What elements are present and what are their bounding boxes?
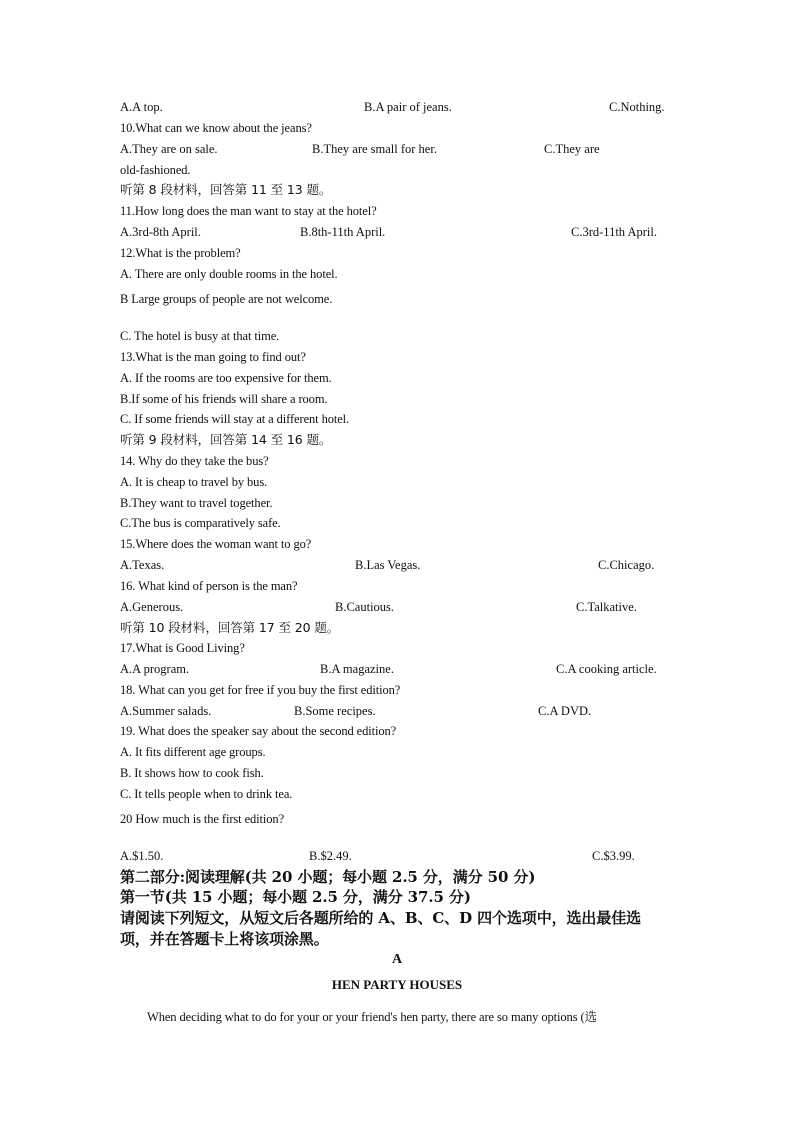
q19-option-a: A. It fits different age groups. xyxy=(120,745,266,759)
option-b: B.They are small for her. xyxy=(312,142,437,156)
option-a: A.Summer salads. xyxy=(120,704,212,718)
passage-title: HEN PARTY HOUSES xyxy=(331,977,463,992)
option-b: B.A magazine. xyxy=(320,662,394,676)
part-two-heading: 第二部分:阅读理解(共 20 小题；每小题 2.5 分，满分 50 分) xyxy=(120,868,536,886)
option-b: B.$2.49. xyxy=(309,849,352,863)
option-b: B.Some recipes. xyxy=(294,704,376,718)
option-c: C.$3.99. xyxy=(592,849,635,863)
option-b: B.A pair of jeans. xyxy=(364,100,452,114)
question-20: 20 How much is the first edition? xyxy=(120,812,285,826)
option-b: B.Las Vegas. xyxy=(355,558,421,572)
q12-option-a: A. There are only double rooms in the hotel. xyxy=(120,267,338,281)
section-header-8: 听第 8 段材料，回答第 11 至 13 题。 xyxy=(120,182,332,197)
q10-option-c-wrap: old-fashioned. xyxy=(120,163,191,177)
section-header-10: 听第 10 段材料，回答第 17 至 20 题。 xyxy=(120,620,340,635)
question-18: 18. What can you get for free if you buy the first edition? xyxy=(120,683,401,697)
option-a: A.Generous. xyxy=(120,600,184,614)
option-a: A.They are on sale. xyxy=(120,142,218,156)
option-a: A.$1.50. xyxy=(120,849,164,863)
section-header-9: 听第 9 段材料，回答第 14 至 16 题。 xyxy=(120,432,332,447)
option-b: B.8th-11th April. xyxy=(300,225,386,239)
option-a: A.A top. xyxy=(120,100,163,114)
q13-option-c: C. If some friends will stay at a different hotel. xyxy=(120,412,350,426)
q14-option-a: A. It is cheap to travel by bus. xyxy=(120,475,268,489)
option-c: C.Nothing. xyxy=(609,100,665,114)
option-a: A.3rd-8th April. xyxy=(120,225,201,239)
question-14: 14. Why do they take the bus? xyxy=(120,454,269,468)
question-15: 15.Where does the woman want to go? xyxy=(120,537,312,551)
q12-option-b: B Large groups of people are not welcome. xyxy=(120,292,333,306)
option-b: B.Cautious. xyxy=(335,600,395,614)
section-one-heading: 第一节(共 15 小题；每小题 2.5 分，满分 37.5 分) xyxy=(120,888,471,906)
option-a: A.Texas. xyxy=(120,558,165,572)
q12-option-c: C. The hotel is busy at that time. xyxy=(120,329,280,343)
option-c: C.Chicago. xyxy=(598,558,655,572)
q13-option-a: A. If the rooms are too expensive for them. xyxy=(120,371,332,385)
question-11: 11.How long does the man want to stay at the hotel? xyxy=(120,204,377,218)
question-12: 12.What is the problem? xyxy=(120,246,241,260)
option-c: C.A DVD. xyxy=(538,704,592,718)
question-19: 19. What does the speaker say about the second edition? xyxy=(120,724,397,738)
option-c: C.Talkative. xyxy=(576,600,637,614)
q19-option-b: B. It shows how to cook fish. xyxy=(120,766,264,780)
q13-option-b: B.If some of his friends will share a room. xyxy=(120,392,328,406)
question-16: 16. What kind of person is the man? xyxy=(120,579,298,593)
q14-option-b: B.They want to travel together. xyxy=(120,496,273,510)
question-10: 10.What can we know about the jeans? xyxy=(120,121,312,135)
option-c: C.A cooking article. xyxy=(556,662,657,676)
question-17: 17.What is Good Living? xyxy=(120,641,245,655)
option-c: C.They are xyxy=(544,142,600,156)
option-c: C.3rd-11th April. xyxy=(571,225,657,239)
instructions-line-1: 请阅读下列短文，从短文后各题所给的 A、B、C、D 四个选项中，选出最佳选 xyxy=(120,909,642,927)
question-13: 13.What is the man going to find out? xyxy=(120,350,306,364)
q14-option-c: C.The bus is comparatively safe. xyxy=(120,516,281,530)
option-a: A.A program. xyxy=(120,662,190,676)
passage-letter: A xyxy=(391,952,403,967)
passage-first-line: When deciding what to do for your or your friend's hen party, there are so many options (选 xyxy=(147,1010,597,1024)
instructions-line-2: 项，并在答题卡上将该项涂黑。 xyxy=(120,930,329,948)
q19-option-c: C. It tells people when to drink tea. xyxy=(120,787,293,801)
